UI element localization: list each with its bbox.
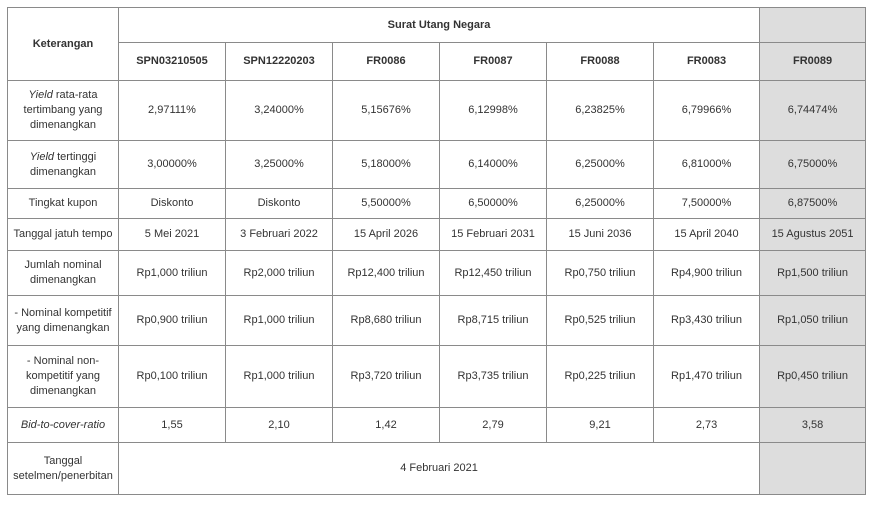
table-cell: Rp0,225 triliun <box>547 346 654 408</box>
row-label <box>8 81 119 141</box>
settlement-value: 4 Februari 2021 <box>119 443 760 495</box>
series-header: FR0088 <box>547 43 654 81</box>
table-cell: 6,14000% <box>440 141 547 189</box>
table-row <box>8 81 866 141</box>
table-cell: Rp12,450 triliun <box>440 251 547 296</box>
table-cell: 15 Juni 2036 <box>547 219 654 251</box>
row-label <box>8 346 119 408</box>
table-cell: 6,50000% <box>440 189 547 219</box>
table-cell: Rp8,715 triliun <box>440 296 547 346</box>
table-cell: 1,55 <box>119 408 226 443</box>
row-label-text: Jumlah nominal dimenangkan <box>24 259 102 286</box>
table-cell: 3,24000% <box>226 81 333 141</box>
table-cell: 15 April 2026 <box>333 219 440 251</box>
table-cell: 2,10 <box>226 408 333 443</box>
row-label-text: Tanggal jatuh tempo <box>13 228 113 240</box>
row-label <box>8 219 119 251</box>
table-cell: Rp12,400 triliun <box>333 251 440 296</box>
series-header: FR0087 <box>440 43 547 81</box>
auction-results-table <box>7 7 866 495</box>
series-header: SPN12220203 <box>226 43 333 81</box>
table-cell: Rp0,525 triliun <box>547 296 654 346</box>
series-header: SPN03210505 <box>119 43 226 81</box>
series-header: FR0083 <box>654 43 760 81</box>
table-cell: Rp0,100 triliun <box>119 346 226 408</box>
table-cell: 2,73 <box>654 408 760 443</box>
table-cell: Rp1,470 triliun <box>654 346 760 408</box>
row-label <box>8 408 119 443</box>
table-row <box>8 346 866 408</box>
table-cell: Rp3,430 triliun <box>654 296 760 346</box>
table-cell: 9,21 <box>547 408 654 443</box>
table-cell: 6,23825% <box>547 81 654 141</box>
table-cell: Rp8,680 triliun <box>333 296 440 346</box>
settlement-row <box>8 443 866 495</box>
table-cell: 6,79966% <box>654 81 760 141</box>
table-cell: Rp3,735 triliun <box>440 346 547 408</box>
table-row <box>8 296 866 346</box>
row-label-italic: Yield <box>29 150 55 163</box>
table-cell: 7,50000% <box>654 189 760 219</box>
table-cell: 2,97111% <box>119 81 226 141</box>
table-cell: 5,15676% <box>333 81 440 141</box>
table-cell: 6,81000% <box>654 141 760 189</box>
table-cell: 3,58 <box>760 408 866 443</box>
table-cell: 2,79 <box>440 408 547 443</box>
table-cell: 15 April 2040 <box>654 219 760 251</box>
header-surat-utang-negara: Surat Utang Negara <box>119 8 760 43</box>
table-cell: 15 Agustus 2051 <box>760 219 866 251</box>
series-header: FR0086 <box>333 43 440 81</box>
header-row-series <box>8 43 866 81</box>
table-cell: Rp1,500 triliun <box>760 251 866 296</box>
table-cell: Diskonto <box>226 189 333 219</box>
table-cell: Rp0,750 triliun <box>547 251 654 296</box>
table-cell: 5,18000% <box>333 141 440 189</box>
table-cell: 3,00000% <box>119 141 226 189</box>
row-label-settlement: Tanggal setelmen/penerbitan <box>8 443 119 495</box>
table-cell: 5,50000% <box>333 189 440 219</box>
table-cell: Rp3,720 triliun <box>333 346 440 408</box>
header-group-shaded-cell <box>760 8 866 43</box>
series-header: FR0089 <box>760 43 866 81</box>
table-cell: 6,12998% <box>440 81 547 141</box>
table-cell: 6,87500% <box>760 189 866 219</box>
table-cell: Rp1,000 triliun <box>119 251 226 296</box>
table-cell: Rp0,900 triliun <box>119 296 226 346</box>
row-label <box>8 141 119 189</box>
table-row <box>8 251 866 296</box>
row-label-text: - Nominal kompetitif yang dimenangkan <box>14 306 112 334</box>
row-label-text: rata-rata tertimbang yang dimenangkan <box>23 89 103 131</box>
row-label-text: Tingkat kupon <box>28 197 98 209</box>
table-cell: Rp0,450 triliun <box>760 346 866 408</box>
row-label <box>8 296 119 346</box>
table-cell: 6,25000% <box>547 141 654 189</box>
table-cell: 6,75000% <box>760 141 866 189</box>
table-cell: Rp1,050 triliun <box>760 296 866 346</box>
table-cell: 3,25000% <box>226 141 333 189</box>
table-row <box>8 219 866 251</box>
row-label <box>8 251 119 296</box>
table-cell: Rp1,000 triliun <box>226 296 333 346</box>
table-cell: 3 Februari 2022 <box>226 219 333 251</box>
table-row <box>8 141 866 189</box>
row-label <box>8 189 119 219</box>
table-row <box>8 189 866 219</box>
header-row-group <box>8 8 866 43</box>
table-cell: Diskonto <box>119 189 226 219</box>
table-body <box>8 81 866 443</box>
table-cell: Rp4,900 triliun <box>654 251 760 296</box>
table-cell: 1,42 <box>333 408 440 443</box>
table-row <box>8 408 866 443</box>
auction-results-container <box>7 7 866 495</box>
table-cell: 15 Februari 2031 <box>440 219 547 251</box>
row-label-italic: Yield <box>28 89 53 101</box>
header-keterangan: Keterangan <box>8 8 119 81</box>
row-label-text: - Nominal non-kompetitif yang dimenangkan <box>26 355 100 397</box>
table-cell: 5 Mei 2021 <box>119 219 226 251</box>
table-cell: Rp1,000 triliun <box>226 346 333 408</box>
table-cell: Rp2,000 triliun <box>226 251 333 296</box>
table-cell: 6,25000% <box>547 189 654 219</box>
table-cell: 6,74474% <box>760 81 866 141</box>
row-label-italic: Bid-to-cover-ratio <box>20 418 106 431</box>
settlement-shaded-cell <box>760 443 866 495</box>
row-label-text: tertinggi dimenangkan <box>29 150 97 178</box>
